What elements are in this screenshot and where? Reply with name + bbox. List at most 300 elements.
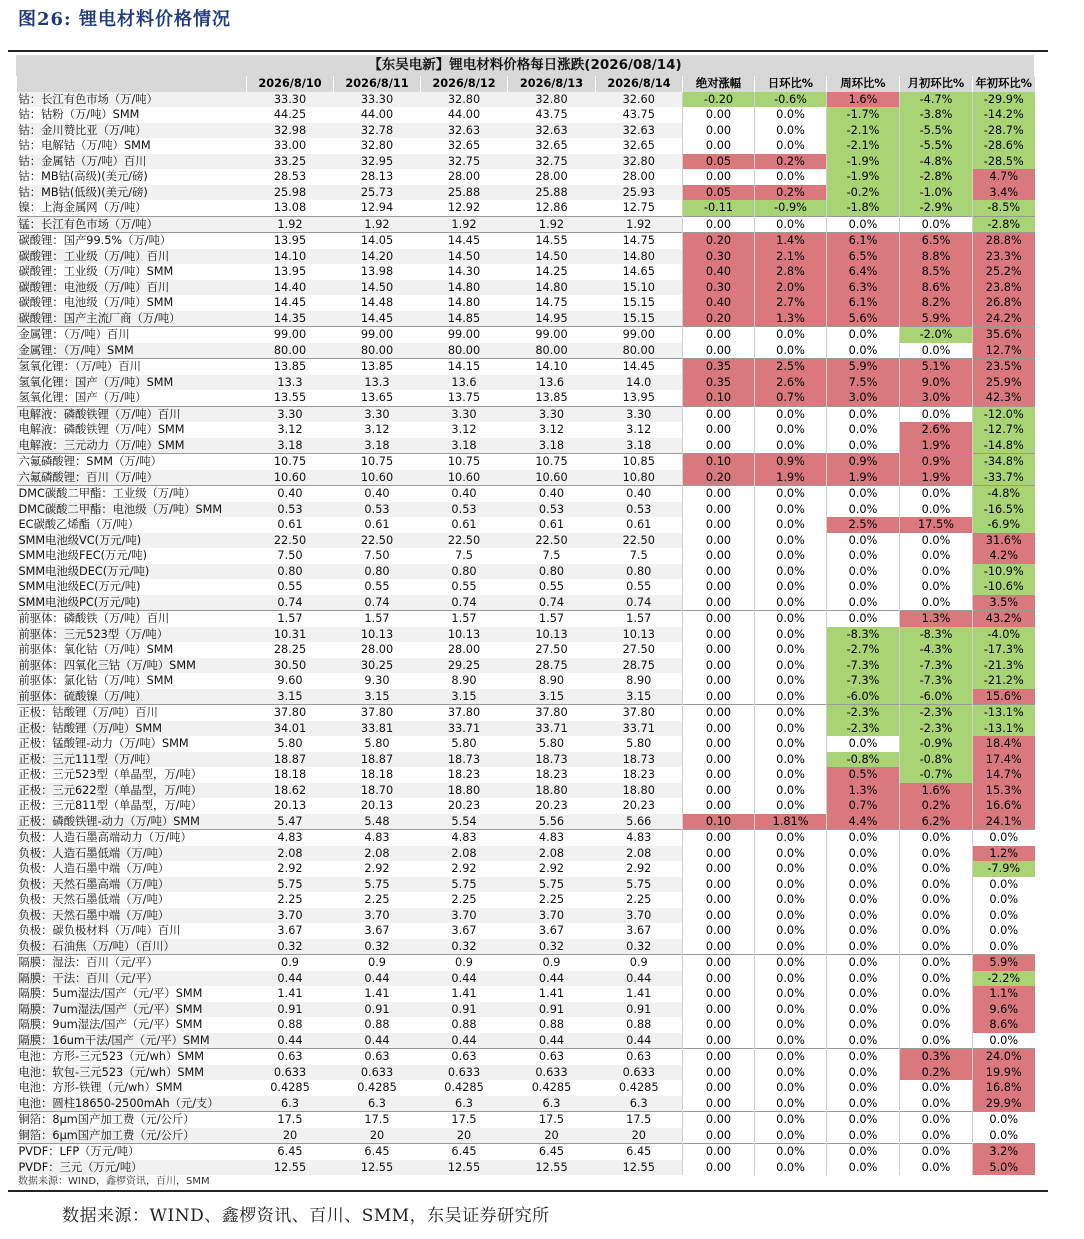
weekly-pct-cell: 6.1%	[827, 233, 900, 249]
abs-change-cell: 0.35	[683, 375, 755, 391]
ytd-pct-cell: -6.9%	[973, 517, 1035, 533]
price-d3-cell: 0.44	[421, 1033, 508, 1049]
price-d5-cell: 2.08	[596, 846, 683, 862]
price-d1-cell: 2.92	[247, 861, 334, 877]
daily-pct-cell: 0.9%	[755, 454, 827, 470]
table-row	[17, 502, 1035, 518]
daily-pct-cell: 0.0%	[755, 216, 827, 233]
price-d2-cell: 37.80	[334, 705, 421, 721]
price-d1-cell: 10.60	[247, 470, 334, 486]
header-daily-pct: 日环比%	[755, 76, 827, 92]
item-name-cell: 正极：三元811型（单晶型，万/吨）	[17, 798, 247, 814]
price-d2-cell: 13.98	[334, 264, 421, 280]
price-d5-cell: 2.25	[596, 892, 683, 908]
daily-pct-cell: 0.0%	[755, 422, 827, 438]
price-d2-cell: 0.91	[334, 1002, 421, 1018]
ytd-pct-cell: 17.4%	[973, 752, 1035, 768]
price-d4-cell: 14.55	[508, 233, 596, 249]
abs-change-cell: 0.00	[683, 689, 755, 705]
ytd-pct-cell: 9.6%	[973, 1002, 1035, 1018]
price-d5-cell: 7.5	[596, 548, 683, 564]
ytd-pct-cell: 24.1%	[973, 814, 1035, 830]
price-d4-cell: 0.80	[508, 564, 596, 580]
weekly-pct-cell: 0.0%	[827, 861, 900, 877]
weekly-pct-cell: -2.1%	[827, 138, 900, 154]
table-row	[17, 422, 1035, 438]
price-d4-cell: 14.25	[508, 264, 596, 280]
weekly-pct-cell: -1.8%	[827, 200, 900, 216]
daily-pct-cell: 0.0%	[755, 138, 827, 154]
price-d4-cell: 5.75	[508, 877, 596, 893]
header-mtd-pct: 月初环比%	[900, 76, 973, 92]
price-d4-cell: 2.25	[508, 892, 596, 908]
mtd-pct-cell: 6.5%	[900, 233, 973, 249]
price-d5-cell: 80.00	[596, 343, 683, 359]
ytd-pct-cell: -12.7%	[973, 422, 1035, 438]
weekly-pct-cell: 0.0%	[827, 438, 900, 454]
item-name-cell: 钴：MB钴(高级)(美元/磅)	[17, 169, 247, 185]
ytd-pct-cell: 8.6%	[973, 1017, 1035, 1033]
table-row	[17, 107, 1035, 123]
price-table	[16, 76, 1035, 1175]
price-d1-cell: 14.45	[247, 295, 334, 311]
item-name-cell: 电池：软包-三元523（元/wh）SMM	[17, 1065, 247, 1081]
ytd-pct-cell: 19.9%	[973, 1065, 1035, 1081]
daily-pct-cell: 1.81%	[755, 814, 827, 830]
price-d5-cell: 32.65	[596, 138, 683, 154]
weekly-pct-cell: 0.0%	[827, 406, 900, 422]
ytd-pct-cell: -16.5%	[973, 502, 1035, 518]
weekly-pct-cell: 0.0%	[827, 955, 900, 971]
table-row	[17, 264, 1035, 280]
abs-change-cell: 0.20	[683, 311, 755, 327]
price-d2-cell: 22.50	[334, 533, 421, 549]
item-name-cell: 氢氧化锂：国产（万/吨）SMM	[17, 375, 247, 391]
abs-change-cell: 0.00	[683, 595, 755, 611]
price-d4-cell: 17.5	[508, 1112, 596, 1128]
price-d2-cell: 0.55	[334, 579, 421, 595]
item-name-cell: 钴：长江有色市场（万/吨）	[17, 92, 247, 108]
daily-pct-cell: 0.0%	[755, 1128, 827, 1144]
table-row	[17, 830, 1035, 846]
abs-change-cell: 0.00	[683, 752, 755, 768]
price-d3-cell: 10.75	[421, 454, 508, 470]
price-d2-cell: 0.74	[334, 595, 421, 611]
price-d1-cell: 32.98	[247, 123, 334, 139]
price-d2-cell: 28.00	[334, 642, 421, 658]
mtd-pct-cell: -4.3%	[900, 642, 973, 658]
weekly-pct-cell: 0.0%	[827, 595, 900, 611]
item-name-cell: 碳酸锂：国产99.5%（万/吨）	[17, 233, 247, 249]
price-d5-cell: 3.70	[596, 908, 683, 924]
weekly-pct-cell: 2.5%	[827, 517, 900, 533]
table-row	[17, 923, 1035, 939]
weekly-pct-cell: 0.0%	[827, 939, 900, 955]
weekly-pct-cell: 0.0%	[827, 422, 900, 438]
weekly-pct-cell: 6.5%	[827, 249, 900, 265]
mtd-pct-cell: 0.3%	[900, 1049, 973, 1065]
weekly-pct-cell: 0.0%	[827, 1128, 900, 1144]
abs-change-cell: 0.00	[683, 673, 755, 689]
price-d5-cell: 32.60	[596, 92, 683, 108]
ytd-pct-cell: 16.6%	[973, 798, 1035, 814]
price-d2-cell: 0.9	[334, 955, 421, 971]
price-d3-cell: 28.00	[421, 169, 508, 185]
mtd-pct-cell: 0.0%	[900, 830, 973, 846]
price-d5-cell: 14.75	[596, 233, 683, 249]
ytd-pct-cell: 25.2%	[973, 264, 1035, 280]
price-d4-cell: 6.45	[508, 1144, 596, 1160]
weekly-pct-cell: 0.0%	[827, 846, 900, 862]
table-row	[17, 438, 1035, 454]
price-d3-cell: 0.40	[421, 486, 508, 502]
item-name-cell: 金属锂：（万/吨）SMM	[17, 343, 247, 359]
ytd-pct-cell: 15.3%	[973, 783, 1035, 799]
abs-change-cell: 0.00	[683, 422, 755, 438]
price-d1-cell: 0.4285	[247, 1080, 334, 1096]
mtd-pct-cell: -8.3%	[900, 627, 973, 643]
price-d3-cell: 14.85	[421, 311, 508, 327]
mtd-pct-cell: -2.3%	[900, 705, 973, 721]
price-d4-cell: 25.88	[508, 185, 596, 201]
price-d2-cell: 13.85	[334, 359, 421, 375]
abs-change-cell: 0.00	[683, 986, 755, 1002]
ytd-pct-cell: 16.8%	[973, 1080, 1035, 1096]
table-header-row	[17, 76, 1035, 92]
price-d5-cell: 14.45	[596, 359, 683, 375]
table-row	[17, 783, 1035, 799]
price-d4-cell: 28.75	[508, 658, 596, 674]
price-d1-cell: 13.95	[247, 264, 334, 280]
ytd-pct-cell: -4.0%	[973, 627, 1035, 643]
weekly-pct-cell: 5.6%	[827, 311, 900, 327]
price-d5-cell: 4.83	[596, 830, 683, 846]
price-d1-cell: 0.91	[247, 1002, 334, 1018]
ytd-pct-cell: 42.3%	[973, 390, 1035, 406]
price-d5-cell: 20	[596, 1128, 683, 1144]
mtd-pct-cell: -0.9%	[900, 736, 973, 752]
price-d1-cell: 1.92	[247, 216, 334, 233]
mtd-pct-cell: 0.0%	[900, 971, 973, 987]
price-d3-cell: 3.70	[421, 908, 508, 924]
mtd-pct-cell: 0.0%	[900, 486, 973, 502]
abs-change-cell: 0.00	[683, 1017, 755, 1033]
price-d1-cell: 0.88	[247, 1017, 334, 1033]
price-d4-cell: 4.83	[508, 830, 596, 846]
ytd-pct-cell: -28.5%	[973, 154, 1035, 170]
price-d2-cell: 1.92	[334, 216, 421, 233]
price-d3-cell: 2.92	[421, 861, 508, 877]
mtd-pct-cell: 0.0%	[900, 877, 973, 893]
price-d3-cell: 3.12	[421, 422, 508, 438]
price-d2-cell: 25.73	[334, 185, 421, 201]
table-row	[17, 1128, 1035, 1144]
abs-change-cell: 0.00	[683, 892, 755, 908]
mtd-pct-cell: 2.6%	[900, 422, 973, 438]
price-d2-cell: 7.50	[334, 548, 421, 564]
item-name-cell: 电解液：三元动力（万/吨）SMM	[17, 438, 247, 454]
price-d3-cell: 33.71	[421, 721, 508, 737]
table-row	[17, 517, 1035, 533]
table-row	[17, 470, 1035, 486]
price-table-container	[16, 55, 1034, 1189]
price-d1-cell: 14.35	[247, 311, 334, 327]
ytd-pct-cell: 1.2%	[973, 846, 1035, 862]
price-d2-cell: 0.44	[334, 971, 421, 987]
price-d4-cell: 0.61	[508, 517, 596, 533]
ytd-pct-cell: -21.2%	[973, 673, 1035, 689]
daily-pct-cell: 0.0%	[755, 564, 827, 580]
weekly-pct-cell: 0.0%	[827, 908, 900, 924]
weekly-pct-cell: 0.0%	[827, 533, 900, 549]
daily-pct-cell: -0.9%	[755, 200, 827, 216]
price-d4-cell: 10.60	[508, 470, 596, 486]
weekly-pct-cell: 0.0%	[827, 502, 900, 518]
price-d5-cell: 0.80	[596, 564, 683, 580]
mtd-pct-cell: 0.0%	[900, 406, 973, 422]
item-name-cell: PVDF：LFP（万元/吨）	[17, 1144, 247, 1160]
mtd-pct-cell: 0.0%	[900, 595, 973, 611]
daily-pct-cell: 0.0%	[755, 971, 827, 987]
table-row	[17, 1065, 1035, 1081]
ytd-pct-cell: -28.7%	[973, 123, 1035, 139]
ytd-pct-cell: 5.9%	[973, 955, 1035, 971]
price-d1-cell: 33.00	[247, 138, 334, 154]
price-d5-cell: 0.88	[596, 1017, 683, 1033]
price-d4-cell: 32.63	[508, 123, 596, 139]
price-d1-cell: 9.60	[247, 673, 334, 689]
price-d1-cell: 14.40	[247, 280, 334, 296]
price-d4-cell: 0.9	[508, 955, 596, 971]
weekly-pct-cell: -0.8%	[827, 752, 900, 768]
ytd-pct-cell: -10.9%	[973, 564, 1035, 580]
mtd-pct-cell: -3.8%	[900, 107, 973, 123]
daily-pct-cell: 2.5%	[755, 359, 827, 375]
price-d1-cell: 30.50	[247, 658, 334, 674]
daily-pct-cell: 0.0%	[755, 406, 827, 422]
daily-pct-cell: 0.0%	[755, 721, 827, 737]
abs-change-cell: 0.10	[683, 454, 755, 470]
item-name-cell: 正极：磷酸铁锂-动力（万/吨）SMM	[17, 814, 247, 830]
item-name-cell: 正极：锰酸锂-动力（万/吨）SMM	[17, 736, 247, 752]
price-d4-cell: 7.5	[508, 548, 596, 564]
price-d4-cell: 1.92	[508, 216, 596, 233]
price-d1-cell: 0.9	[247, 955, 334, 971]
price-d1-cell: 99.00	[247, 327, 334, 343]
abs-change-cell: 0.00	[683, 1096, 755, 1112]
price-d1-cell: 12.55	[247, 1160, 334, 1176]
price-d2-cell: 1.41	[334, 986, 421, 1002]
daily-pct-cell: 0.0%	[755, 1002, 827, 1018]
item-name-cell: 六氟磷酸锂：SMM（万/吨）	[17, 454, 247, 470]
price-d4-cell: 14.50	[508, 249, 596, 265]
daily-pct-cell: 0.0%	[755, 1049, 827, 1065]
price-d2-cell: 32.80	[334, 138, 421, 154]
item-name-cell: SMM电池级EC(万元/吨)	[17, 579, 247, 595]
table-row	[17, 1144, 1035, 1160]
table-row	[17, 611, 1035, 627]
price-d4-cell: 32.80	[508, 92, 596, 108]
weekly-pct-cell: 0.0%	[827, 986, 900, 1002]
table-row	[17, 1049, 1035, 1065]
weekly-pct-cell: 0.0%	[827, 736, 900, 752]
abs-change-cell: 0.00	[683, 138, 755, 154]
daily-pct-cell: 1.4%	[755, 233, 827, 249]
ytd-pct-cell: -4.8%	[973, 486, 1035, 502]
price-d5-cell: 15.15	[596, 295, 683, 311]
price-d1-cell: 33.25	[247, 154, 334, 170]
weekly-pct-cell: 0.0%	[827, 1160, 900, 1176]
price-d3-cell: 6.3	[421, 1096, 508, 1112]
price-d3-cell: 1.41	[421, 986, 508, 1002]
price-d2-cell: 3.67	[334, 923, 421, 939]
price-d3-cell: 25.88	[421, 185, 508, 201]
weekly-pct-cell: 0.0%	[827, 1049, 900, 1065]
item-name-cell: SMM电池级FEC(万元/吨)	[17, 548, 247, 564]
table-row	[17, 642, 1035, 658]
ytd-pct-cell: 0.0%	[973, 939, 1035, 955]
mtd-pct-cell: 5.1%	[900, 359, 973, 375]
abs-change-cell: 0.00	[683, 861, 755, 877]
item-name-cell: 氢氧化锂：国产（万/吨）	[17, 390, 247, 406]
table-row	[17, 1096, 1035, 1112]
item-name-cell: DMC碳酸二甲酯：工业级（万/吨）	[17, 486, 247, 502]
price-d1-cell: 25.98	[247, 185, 334, 201]
abs-change-cell: 0.00	[683, 517, 755, 533]
weekly-pct-cell: 0.0%	[827, 611, 900, 627]
price-d3-cell: 5.75	[421, 877, 508, 893]
abs-change-cell: 0.40	[683, 264, 755, 280]
ytd-pct-cell: 24.0%	[973, 1049, 1035, 1065]
price-d5-cell: 3.15	[596, 689, 683, 705]
price-d3-cell: 7.5	[421, 548, 508, 564]
price-d4-cell: 0.32	[508, 939, 596, 955]
abs-change-cell: 0.00	[683, 627, 755, 643]
price-d5-cell: 3.18	[596, 438, 683, 454]
mtd-pct-cell: -2.9%	[900, 200, 973, 216]
price-d1-cell: 4.83	[247, 830, 334, 846]
price-d1-cell: 18.18	[247, 767, 334, 783]
price-d3-cell: 0.32	[421, 939, 508, 955]
daily-pct-cell: 0.0%	[755, 877, 827, 893]
weekly-pct-cell: 0.9%	[827, 454, 900, 470]
ytd-pct-cell: 23.3%	[973, 249, 1035, 265]
table-row	[17, 359, 1035, 375]
price-d1-cell: 0.61	[247, 517, 334, 533]
abs-change-cell: 0.00	[683, 1080, 755, 1096]
daily-pct-cell: 0.0%	[755, 752, 827, 768]
ytd-pct-cell: 25.9%	[973, 375, 1035, 391]
abs-change-cell: 0.00	[683, 1065, 755, 1081]
item-name-cell: 正极：三元523型（单晶型，万/吨）	[17, 767, 247, 783]
abs-change-cell: 0.20	[683, 470, 755, 486]
ytd-pct-cell: 0.0%	[973, 1033, 1035, 1049]
price-d4-cell: 32.75	[508, 154, 596, 170]
table-row	[17, 406, 1035, 422]
price-d1-cell: 18.87	[247, 752, 334, 768]
price-d1-cell: 37.80	[247, 705, 334, 721]
price-d5-cell: 99.00	[596, 327, 683, 343]
mtd-pct-cell: 8.8%	[900, 249, 973, 265]
ytd-pct-cell: -14.8%	[973, 438, 1035, 454]
daily-pct-cell: 0.0%	[755, 502, 827, 518]
price-d1-cell: 0.53	[247, 502, 334, 518]
price-d5-cell: 10.85	[596, 454, 683, 470]
table-row	[17, 486, 1035, 502]
table-row	[17, 752, 1035, 768]
price-d2-cell: 13.65	[334, 390, 421, 406]
item-name-cell: 隔膜：干法：百川（元/平）	[17, 971, 247, 987]
price-d2-cell: 14.48	[334, 295, 421, 311]
price-d2-cell: 2.25	[334, 892, 421, 908]
price-d2-cell: 1.57	[334, 611, 421, 627]
price-d4-cell: 0.88	[508, 1017, 596, 1033]
table-row	[17, 327, 1035, 343]
weekly-pct-cell: 5.9%	[827, 359, 900, 375]
daily-pct-cell: 0.0%	[755, 783, 827, 799]
bottom-divider	[8, 1190, 1048, 1192]
weekly-pct-cell: 0.0%	[827, 1144, 900, 1160]
footer-source: 数据来源：WIND、鑫椤资讯、百川、SMM，东吴证券研究所	[62, 1206, 550, 1226]
mtd-pct-cell: 0.0%	[900, 1112, 973, 1128]
mtd-pct-cell: 0.0%	[900, 1002, 973, 1018]
daily-pct-cell: 2.7%	[755, 295, 827, 311]
price-d2-cell: 13.3	[334, 375, 421, 391]
item-name-cell: 隔膜：9um湿法/国产（元/平）SMM	[17, 1017, 247, 1033]
abs-change-cell: 0.00	[683, 406, 755, 422]
ytd-pct-cell: -2.2%	[973, 971, 1035, 987]
header-weekly-pct: 周环比%	[827, 76, 900, 92]
price-d5-cell: 14.0	[596, 375, 683, 391]
daily-pct-cell: 1.3%	[755, 311, 827, 327]
item-name-cell: 电池：方形-三元523（元/wh）SMM	[17, 1049, 247, 1065]
weekly-pct-cell: 0.0%	[827, 1065, 900, 1081]
price-d3-cell: 13.6	[421, 375, 508, 391]
table-row	[17, 721, 1035, 737]
price-d4-cell: 3.12	[508, 422, 596, 438]
item-name-cell: 隔膜：16um干法/国产（元/平）SMM	[17, 1033, 247, 1049]
abs-change-cell: 0.10	[683, 814, 755, 830]
price-d4-cell: 99.00	[508, 327, 596, 343]
daily-pct-cell: 0.0%	[755, 923, 827, 939]
price-d1-cell: 13.85	[247, 359, 334, 375]
price-d4-cell: 14.10	[508, 359, 596, 375]
price-d1-cell: 28.25	[247, 642, 334, 658]
price-d1-cell: 0.633	[247, 1065, 334, 1081]
daily-pct-cell: 0.0%	[755, 548, 827, 564]
price-d1-cell: 13.3	[247, 375, 334, 391]
price-d2-cell: 32.95	[334, 154, 421, 170]
table-row	[17, 1080, 1035, 1096]
item-name-cell: 前驱体：氧化钴（万/吨）SMM	[17, 642, 247, 658]
price-d1-cell: 13.95	[247, 233, 334, 249]
mtd-pct-cell: 8.6%	[900, 280, 973, 296]
price-d3-cell: 0.53	[421, 502, 508, 518]
weekly-pct-cell: 6.4%	[827, 264, 900, 280]
table-row	[17, 200, 1035, 216]
table-row	[17, 454, 1035, 470]
price-d5-cell: 1.92	[596, 216, 683, 233]
price-d1-cell: 0.74	[247, 595, 334, 611]
price-d4-cell: 0.91	[508, 1002, 596, 1018]
daily-pct-cell: 0.0%	[755, 642, 827, 658]
table-row	[17, 798, 1035, 814]
abs-change-cell: 0.00	[683, 1033, 755, 1049]
mtd-pct-cell: -0.7%	[900, 767, 973, 783]
ytd-pct-cell: 3.2%	[973, 1144, 1035, 1160]
item-name-cell: 电解液：磷酸铁锂（万/吨）百川	[17, 406, 247, 422]
price-d1-cell: 3.15	[247, 689, 334, 705]
